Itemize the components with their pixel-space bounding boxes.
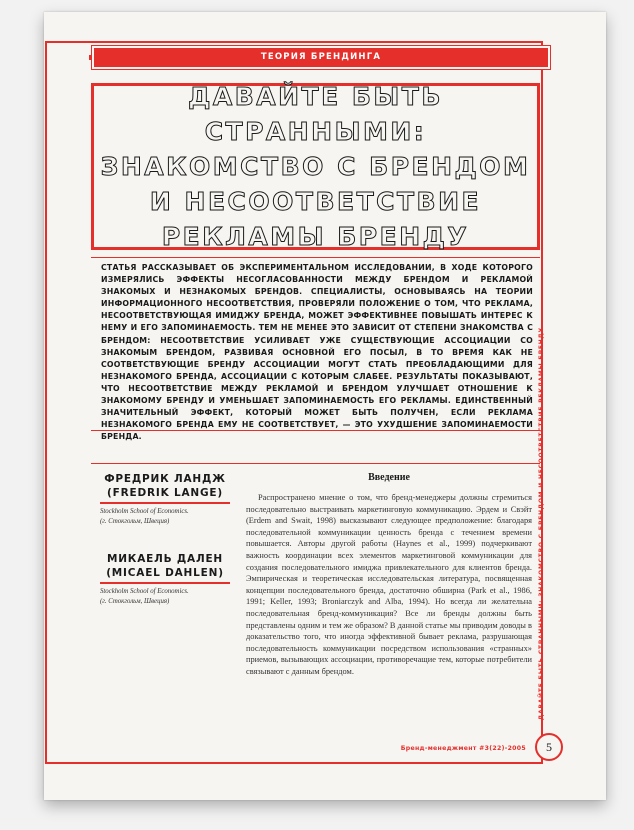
author-rule: [100, 502, 230, 504]
article-abstract: СТАТЬЯ РАССКАЗЫВАЕТ ОБ ЭКСПЕРИМЕНТАЛЬНОМ ИССЛЕДОВАНИИ, В ХОДЕ КОТОРОГО ИЗМЕРЯЛИСЬ ЭФФЕКТЫ НЕСОГЛАСОВАННОСТИ МЕЖДУ БРЕНДОМ И РЕКЛАМОЙ ЗНАКОМЫХ И НЕЗНАКОМЫХ БРЕНДОВ. СПЕЦИАЛИСТЫ, ОСНОВЫВАЯСЬ НА ТЕОРИИ ИНФОРМАЦИОННОГО НЕСООТВЕТСТВИЯ, ПРОВЕРЯЛИ ПОЛОЖЕНИЕ О ТОМ, ЧТО РЕКЛАМА, НЕСООТВЕТСТВУЮЩАЯ ИМИДЖУ БРЕНДА, МОЖЕТ ЭФФЕКТИВНЕЕ ПОВЫШАТЬ ИНТЕРЕС К НЕМУ И ЕГО ЗАПОМИНАЕМОСТЬ. ТЕМ НЕ МЕНЕЕ ЭТО ЗАВИСИТ ОТ СТЕПЕНИ ЗНАКОМСТВА С БРЕНДОМ: НЕСООТВЕТСТВИЕ УСИЛИВАЕТ УЖЕ СУЩЕСТВУЮЩИЕ АССОЦИАЦИИ СО ЗНАКОМЫМ БРЕНДОМ, РАЗВИВАЯ ОСНОВНОЙ ЕГО ПОСЫЛ, В ТО ВРЕМЯ КАК НЕ СООТВЕТСТВУЮЩИЕ БРЕНДУ АССОЦИАЦИИ МОГУТ СТАТЬ ПРЕОБЛАДАЮЩИМИ ДЛЯ НЕЗНАКОМОГО БРЕНДА, АССОЦИАЦИИ С КОТОРЫМ СЛАБЕЕ. РЕЗУЛЬТАТЫ ПОКАЗЫВАЮТ, ЧТО НЕСООТВЕТСТВИЕ МЕЖДУ РЕКЛАМОЙ И БРЕНДОМ УЛУЧШАЕТ ОТНОШЕНИЕ К ЗНАКОМОМУ БРЕНДУ И УМЕНЬШАЕТ ЗАПОМИНАЕМОСТЬ ЕГО РЕКЛАМЫ. ЕДИНСТВЕННЫЙ ЗНАЧИТЕЛЬНЫЙ ЭФФЕКТ, КОТОРЫЙ МОЖЕТ БЫТЬ ПОЛУЧЕН, ЕСЛИ РЕКЛАМА НЕЗНАКОМОГО БРЕНДА ЕМУ НЕ СООТВЕТСТВУЕТ, — ЭТО УХУДШЕНИЕ ЗАПОМИНАЕМОСТИ БРЕНДА.: [101, 263, 533, 442]
section-title: Введение: [368, 472, 410, 483]
abstract-rule-top: [91, 257, 540, 258]
rubric-header: ТЕОРИЯ БРЕНДИНГА: [92, 46, 550, 69]
journal-footer: Бренд-менеджмент #3(22)-2005: [400, 745, 526, 752]
author-block-1: [100, 472, 230, 527]
author-affiliation: Stockholm School of Economics.: [100, 587, 189, 595]
title-box: [91, 83, 540, 250]
author-city: (г. Стокгольм, Швеция): [100, 517, 170, 525]
abstract-rule-bottom: [91, 430, 540, 431]
author-rule: [100, 582, 230, 584]
title-line: ДАВАЙТЕ БЫТЬ СТРАННЫМИ:: [188, 82, 443, 146]
author-affiliation: Stockholm School of Economics.: [100, 507, 189, 515]
side-running-title: ДАВАЙТЕ БЫТЬ СТРАННЫМИ: ЗНАКОМСТВО С БРЕНДОМ И НЕСООТВЕТСТВИЕ РЕКЛАМЫ БРЕНДУ: [539, 327, 545, 720]
title-line: И НЕСООТВЕТСТВИЕ: [149, 187, 482, 216]
section-rule: [91, 463, 540, 464]
article-title: [94, 79, 537, 254]
author-block-2: [100, 552, 230, 607]
page-number: 5: [535, 733, 563, 761]
author-name-latin: (FREDRIK LANGE): [107, 487, 223, 499]
author-name: МИКАЕЛЬ ДАЛЕН: [106, 553, 224, 565]
author-name: ФРЕДРИК ЛАНДЖ: [104, 473, 226, 485]
author-city: (г. Стокгольм, Швеция): [100, 597, 170, 605]
author-name-latin: (MICAEL DAHLEN): [106, 567, 224, 579]
title-line: ЗНАКОМСТВО С БРЕНДОМ: [100, 152, 531, 181]
title-line: РЕКЛАМЫ БРЕНДУ: [161, 222, 470, 251]
article-body: Распространено мнение о том, что бренд-менеджеры должны стремиться последовательно выстраивать маркетинговую коммуникацию. Эрдем и Свэйт (Erdem and Swait, 1998) высказывают следующее предположение: благодаря последовательной коммуникации ценность бренда с течением времени повышается. Авторы другой работы (Haynes et al., 1999) подчеркивают важность координации всех элементов маркетинговой коммуникации для создания последовательного имиджа привлекательного для клиентов бренда. Эмпирическая и теоретическая исследовательская литература, посвященная концепции последовательного бренда, достаточно обширна (Park et al., 1986, 1991; Keller, 1993; Broniarczyk and Alba, 1994). Но всегда ли желательна последовательная бренд-коммуникация? Все ли бренды должны быть представлены одним и тем же образом? В данной статье мы приводим доводы в доказательство того, что иногда эффективной бывает реклама, разрушающая последовательность коммуникации посредством использования «странных» приемов, вызывающих ассоциации, противоречащие тем, которые потребители связывают с данным брендом.: [246, 493, 532, 676]
